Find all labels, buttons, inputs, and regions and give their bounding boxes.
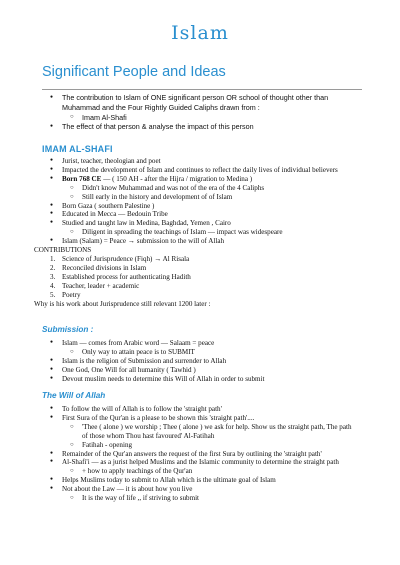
imam-list [34,157,358,308]
list-subitem: ○ + how to apply teachings of the Qur'an [42,467,358,476]
intro-item: ● The contribution to Islam of ONE significant person OR school of thought other than Muhammad and the Four Rightly Guided Caliphs drawn from : [42,93,362,113]
list-item: ● Islam is the religion of Submission and surrender to Allah [42,357,358,366]
list-item: ● One God, One Will for all humanity ( Tawhid ) [42,366,358,375]
list-item: ● Impacted the development of Islam and continues to reflect the daily lives of individual believers [42,166,358,175]
list-item: ● Islam — comes from Arabic word — Salaam = peace [42,339,358,348]
section-title: Significant People and Ideas [42,64,226,80]
list-item: ● To follow the will of Allah is to follow the 'straight path' [42,405,358,414]
contribution-item: 1. Science of Jurisprudence (Fiqh) → Al Risala [50,254,190,263]
list-subitem: ○ Only way to attain peace is to SUBMIT [42,348,358,357]
list-subitem: ○ Didn't know Muhammad and was not of the era of the 4 Caliphs [42,184,358,193]
contribution-item: 4. Teacher, leader + academic [50,281,140,290]
will-list [42,405,358,503]
list-subitem: ○ 'Thee ( alone ) we worship ; Thee ( alone ) we ask for help. Show us the straight path, The path of those whom Thou hast favoured' Al-Fatihah [42,423,358,441]
contributions-label: CONTRIBUTIONS [34,246,92,255]
contribution-item: 5. Poetry [50,290,81,299]
intro-subitem: ○ Imam Al-Shafi [42,113,362,123]
list-item: ● Helps Muslims today to submit to Allah which is the ultimate goal of Islam [42,476,358,485]
list-item: ● First Sura of the Qur'an is a please to be shown this 'straight path'.... [42,414,358,423]
will-heading: The Will of Allah [42,391,106,400]
list-subitem: ○ Still early in the history and development of of Islam [42,193,358,202]
list-item: ● Devout muslim needs to determine this Will of Allah in order to submit [42,375,358,384]
contribution-item: 2. Reconciled divisions in Islam [50,263,147,272]
born-bold: Born 768 CE [62,174,102,183]
intro-list [42,89,362,132]
list-item-born [42,175,358,184]
list-subitem: ○ Fatihah - opening [42,441,358,450]
why-relevant-text: Why is his work about Jurisprudence still relevant 1200 later : [34,299,211,308]
born-rest: — ( 150 AH - after the Hijra / migration to Medina ) [101,174,253,183]
list-subitem: ○ It is the way of life ,, if striving to submit [42,494,358,503]
list-item: ● Al-Shafi'i — as a jurist helped Muslims and the Islamic community to determine the straight path [42,458,358,467]
list-item: ● Jurist, teacher, theologian and poet [42,157,358,166]
list-item: ● Not about the Law — it is about how you live [42,485,358,494]
contribution-item: 3. Established process for authenticating Hadith [50,272,191,281]
list-item: ● Studied and taught law in Medina, Baghdad, Yemen , Cairo [42,219,358,228]
submission-heading: Submission : [42,325,94,334]
list-item: ● Islam (Salam) = Peace → submission to the will of Allah [42,237,358,246]
list-item: ● Born Gaza ( southern Palestine ) [42,202,358,211]
imam-heading: IMAM AL-SHAFI [42,144,113,154]
list-subitem: ○ Diligent in spreading the teachings of Islam — impact was widespeare [42,228,358,237]
submission-list [42,339,358,384]
list-item: ● Remainder of the Qur'an answers the request of the first Sura by outlining the 'straight path' [42,450,358,459]
page-title: Islam [171,22,229,44]
intro-item: ● The effect of that person & analyse the impact of this person [42,122,362,132]
list-item: ● Educated in Mecca — Bedouin Tribe [42,210,358,219]
